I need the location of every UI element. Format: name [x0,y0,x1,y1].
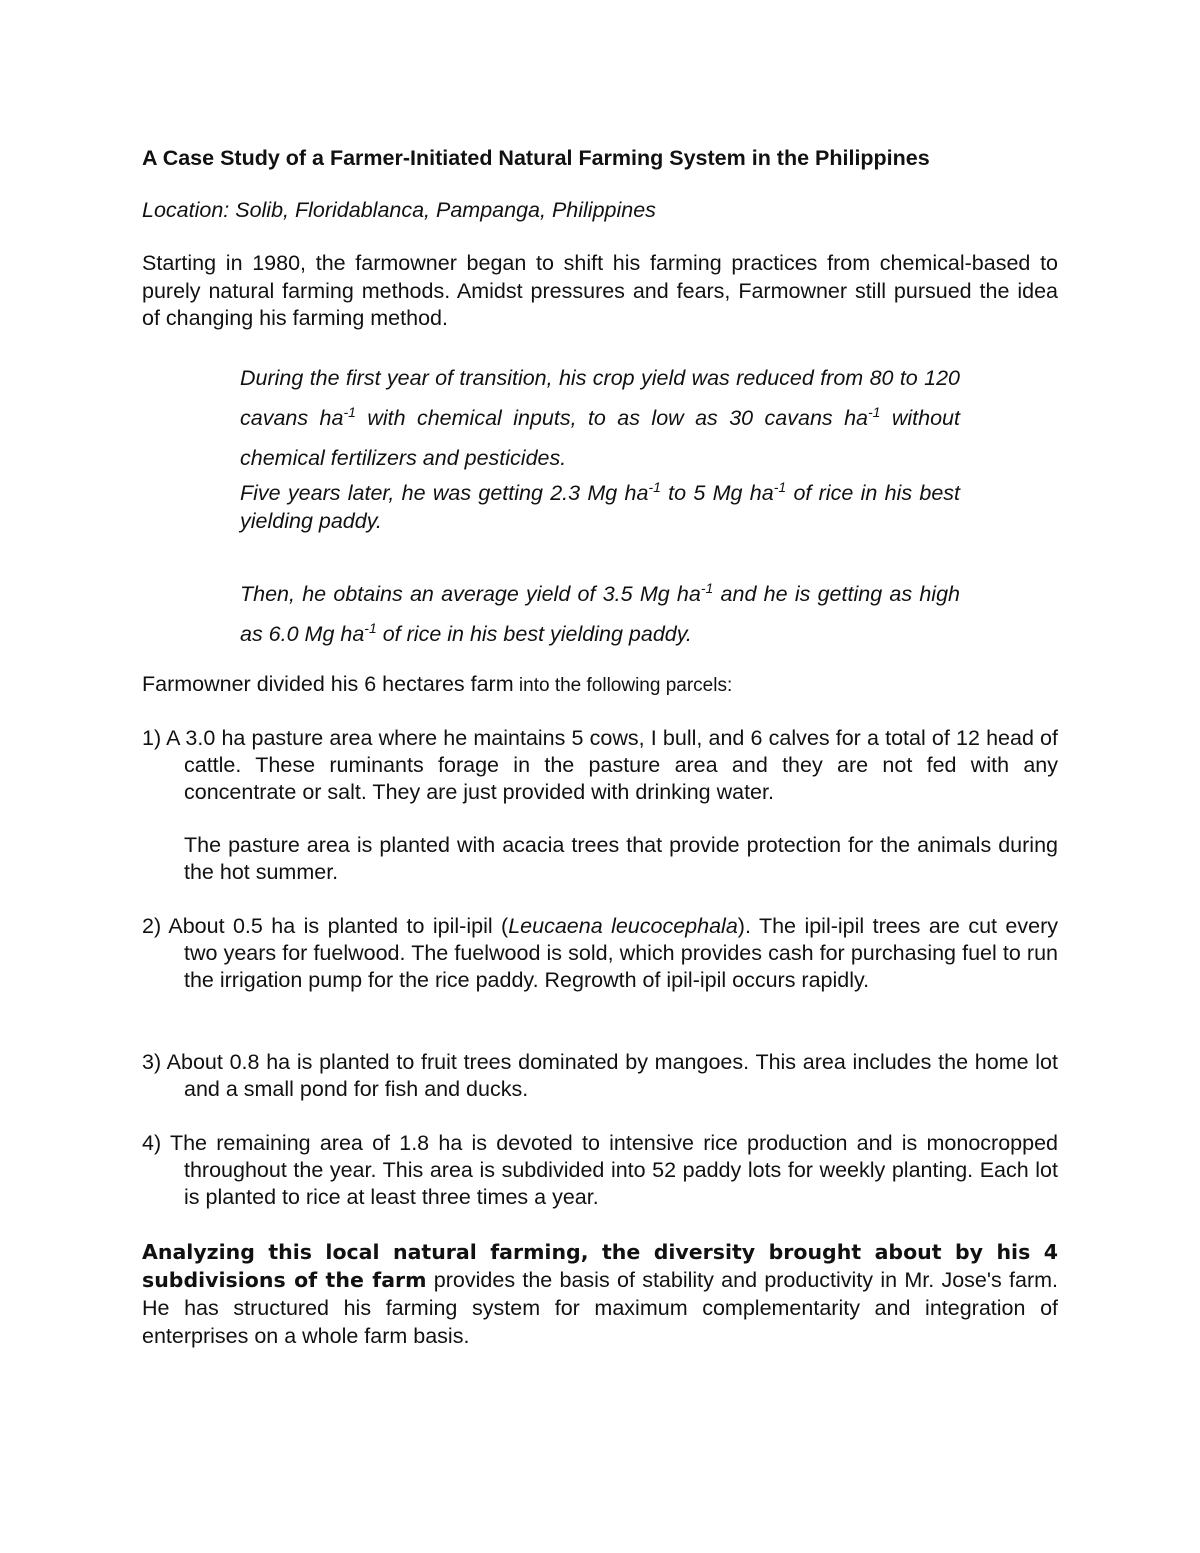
quote-five-years [240,480,960,535]
list-item-pasture: 1) A 3.0 ha pasture area where he maintains 5 cows, I bull, and 6 calves for a total of 12 head of cattle. These ruminants forage in the pasture area and they are not fed with any concentrate or salt. They are just provided with drinking water. [142,726,1058,804]
quote-text: Then, he obtains an average yield of 3.5 Mg ha [240,582,701,606]
item-text: 2) About 0.5 ha is planted to ipil-ipil ( [142,914,509,938]
quote-text: Five years later, he was getting 2.3 Mg ha [240,481,649,505]
document-title: A Case Study of a Farmer-Initiated Natural Farming System in the Philippines [142,146,930,170]
item-text: ). The ipil-ipil trees are cut every two years for fuelwood. The fuelwood is sold, which provides cash for purchasing fuel to run the irrigation pump for the rice paddy. Regrowth of ipil-ipil occurs rapidly. [184,914,1058,992]
quote-first-year [240,358,960,478]
list-item-pasture-note: The pasture area is planted with acacia trees that provide protection for the animals during the hot summer. [184,833,1058,884]
superscript: -1 [773,479,787,495]
parcels-intro-tail: into the following parcels: [513,675,733,696]
superscript: -1 [700,580,714,596]
quote-text: to 5 Mg ha [660,481,774,505]
list-item-fruit-trees: 3) About 0.8 ha is planted to fruit trees dominated by mangoes. This area includes the home lot and a small pond for fish and ducks. [142,1050,1058,1101]
parcels-intro [142,670,1062,700]
species-name: Leucaena leucocephala [508,914,738,938]
conclusion-paragraph [142,1238,1058,1350]
superscript: -1 [648,479,661,495]
location-line: Location: Solib, Floridablanca, Pampanga, Philippines [142,198,656,222]
list-item-ipil-ipil [142,913,1058,994]
quote-text: with chemical inputs, to as low as 30 cavans ha [355,406,868,430]
quote-text: During the first year of transition, his crop yield was reduced from 80 to 120 cavans ha [240,366,960,430]
superscript: -1 [364,620,377,636]
conclusion-rest: provides the basis of stability and productivity in Mr. Jose's farm. He has structured his farming system for maximum complementarity and integration of enterprises on a whole farm basis. [142,1268,1058,1348]
intro-paragraph: Starting in 1980, the farmowner began to shift his farming practices from chemical-based to purely natural farming methods. Amidst pressures and fears, Farmowner still pursued the idea of changing his farming method. [142,251,1058,330]
superscript: -1 [868,404,881,420]
quote-text: of rice in his best yielding paddy. [376,622,692,646]
parcels-intro-main: Farmowner divided his 6 hectares farm [142,672,514,696]
superscript: -1 [343,404,356,420]
conclusion-bold: Analyzing this local natural farming, the diversity brought about by his 4 subdivisions of the farm [142,1240,1058,1292]
quote-average-yield [240,574,960,654]
quote-text: of rice in his best yielding paddy. [240,481,960,533]
quote-text: without chemical fertilizers and pesticides. [240,406,960,470]
quote-text: and he is getting as high as 6.0 Mg ha [240,582,960,646]
list-item-rice: 4) The remaining area of 1.8 ha is devoted to intensive rice production and is monocropped throughout the year. This area is subdivided into 52 paddy lots for weekly planting. Each lot is planted to rice at least three times a year. [142,1131,1058,1209]
